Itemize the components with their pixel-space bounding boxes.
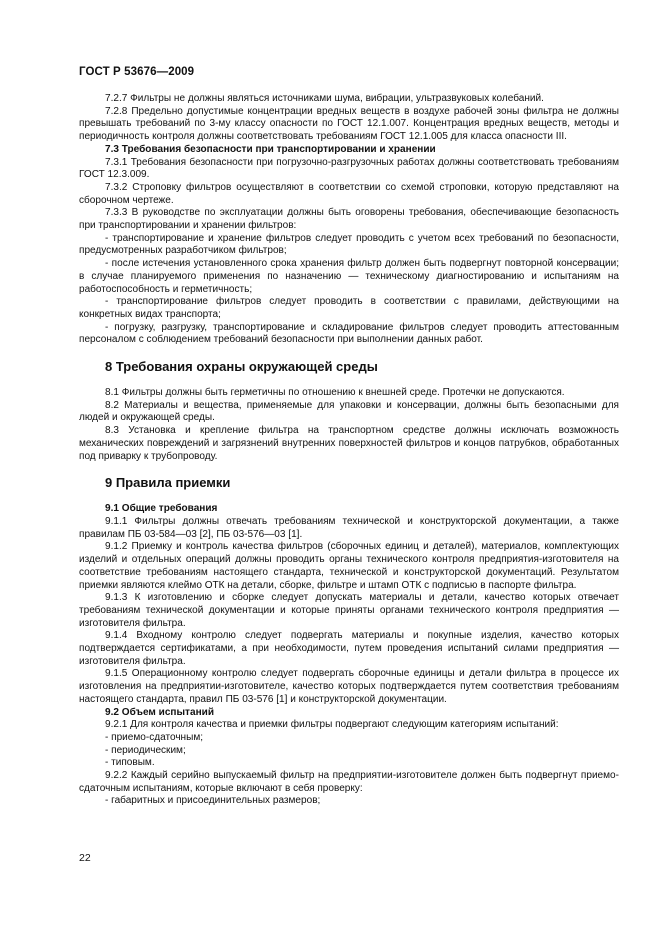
page-number: 22 bbox=[79, 852, 91, 864]
list-item: - транспортирование и хранение фильтров следует проводить с учетом всех требований по безопасности, предусмотренных разработчиком фильтров; bbox=[79, 232, 619, 257]
paragraph-8-1: 8.1 Фильтры должны быть герметичны по отношению к внешней среде. Протечки не допускаются. bbox=[105, 387, 565, 399]
document-header: ГОСТ Р 53676—2009 bbox=[79, 66, 195, 78]
paragraph-9-1-1: 9.1.1 Фильтры должны отвечать требованиям технической и конструкторской документации, а также правилам ПБ 03-584—03 [2], ПБ 03-576—03 [1]. bbox=[79, 515, 619, 540]
paragraph-7-3-2: 7.3.2 Строповку фильтров осуществляют в соответствии со схемой строповки, которую представляют на сборочном чертеже. bbox=[79, 181, 619, 206]
list-item: - после истечения установленного срока хранения фильтр должен быть подвергнут повторной консервации; в случае планируемого применения по назначению — техническому диагностированию и испытаниям на работоспособность и герметичность; bbox=[79, 258, 619, 295]
list-item: - типовым. bbox=[105, 757, 155, 769]
list-item: - транспортирование фильтров следует проводить в соответствии с правилами, действующими на конкретных видах транспорта; bbox=[79, 296, 619, 320]
subheading-7-3: 7.3 Требования безопасности при транспортировании и хранении bbox=[105, 143, 436, 155]
paragraph-8-2: 8.2 Материалы и вещества, применяемые для упаковки и консервации, должны быть безопасными для людей и окружающей среды. bbox=[79, 399, 619, 424]
paragraph-9-2-1: 9.2.1 Для контроля качества и приемки фильтры подвергают следующим категориям испытаний: bbox=[105, 719, 559, 731]
paragraph-9-2-2: 9.2.2 Каждый серийно выпускаемый фильтр на предприятии-изготовителе должен быть подвергнут приемо-сдаточным испытаниям, которые включают в себя проверку: bbox=[79, 770, 619, 794]
paragraph-7-3-1: 7.3.1 Требования безопасности при погрузочно-разгрузочных работах должны соответствовать требованиям ГОСТ 12.3.009. bbox=[79, 156, 619, 181]
list-item: - погрузку, разгрузку, транспортирование и складирование фильтров следует проводить аттестованным персоналом с соблюдением требований безопасности при выполнении данных работ. bbox=[79, 321, 619, 346]
subheading-9-1: 9.1 Общие требования bbox=[105, 503, 218, 515]
document-body bbox=[79, 93, 619, 808]
list-item: - приемо-сдаточным; bbox=[105, 731, 204, 743]
paragraph-9-1-2: 9.1.2 Приемку и контроль качества фильтров (сборочных единиц и деталей), материалов, комплектующих изделий и отдельных операций должны проводить органы технического контроля предприятия-изготовителя на соответствие требованиям настоящего стандарта, технической и конструкторской документаций. Результатом приемки являются клеймо ОТК на детали, сборке, фильтре и штамп ОТК с подписью в паспорте фильтра. bbox=[79, 541, 619, 591]
paragraph-9-1-3: 9.1.3 К изготовлению и сборке следует допускать материалы и детали, качество которых отвечает требованиям технической документации и которые приняты органами технического контроля предприятия — изготовителя фильтра. bbox=[79, 592, 619, 629]
section-heading-8: 8 Требования охраны окружающей среды bbox=[105, 359, 378, 375]
paragraph-9-1-4: 9.1.4 Входному контролю следует подвергать материалы и покупные изделия, качество которых подтверждается сертификатами, а при необходимости, путем проведения испытаний силами предприятия — изготовителя фильтра. bbox=[79, 630, 619, 667]
paragraph-7-2-8: 7.2.8 Предельно допустимые концентрации вредных веществ в воздухе рабочей зоны фильтра не должны превышать требований по 3-му классу опасности по ГОСТ 12.1.007. Концентрация вредных веществ, методы и периодичность контроля должны соответствовать требованиям ГОСТ 12.1.005 для класса опасности III. bbox=[79, 105, 619, 143]
list-item: - габаритных и присоединительных размеров; bbox=[105, 795, 321, 807]
paragraph-7-2-7: 7.2.7 Фильтры не должны являться источниками шума, вибрации, ультразвуковых колебаний. bbox=[105, 93, 544, 104]
paragraph-7-3-3: 7.3.3 В руководстве по эксплуатации должны быть оговорены требования, обеспечивающие безопасность при транспортировании и хранении фильтров: bbox=[79, 207, 619, 232]
section-heading-9: 9 Правила приемки bbox=[105, 475, 231, 491]
list-item: - периодическим; bbox=[105, 744, 186, 756]
paragraph-9-1-5: 9.1.5 Операционному контролю следует подвергать сборочные единицы и детали фильтра в процессе их изготовления на предприятии-изготовителе, качество которых подтверждается путем соответствия требованиям настоящего стандарта, правил ПБ 03-576 [1] и конструкторской документации. bbox=[79, 668, 619, 705]
subheading-9-2: 9.2 Объем испытаний bbox=[105, 706, 214, 718]
paragraph-8-3: 8.3 Установка и крепление фильтра на транспортном средстве должны исключать возможность механических повреждений и загрязнений внутренних поверхностей фильтров и концов патрубков, обработанных под приварку к трубопроводу. bbox=[79, 425, 619, 462]
